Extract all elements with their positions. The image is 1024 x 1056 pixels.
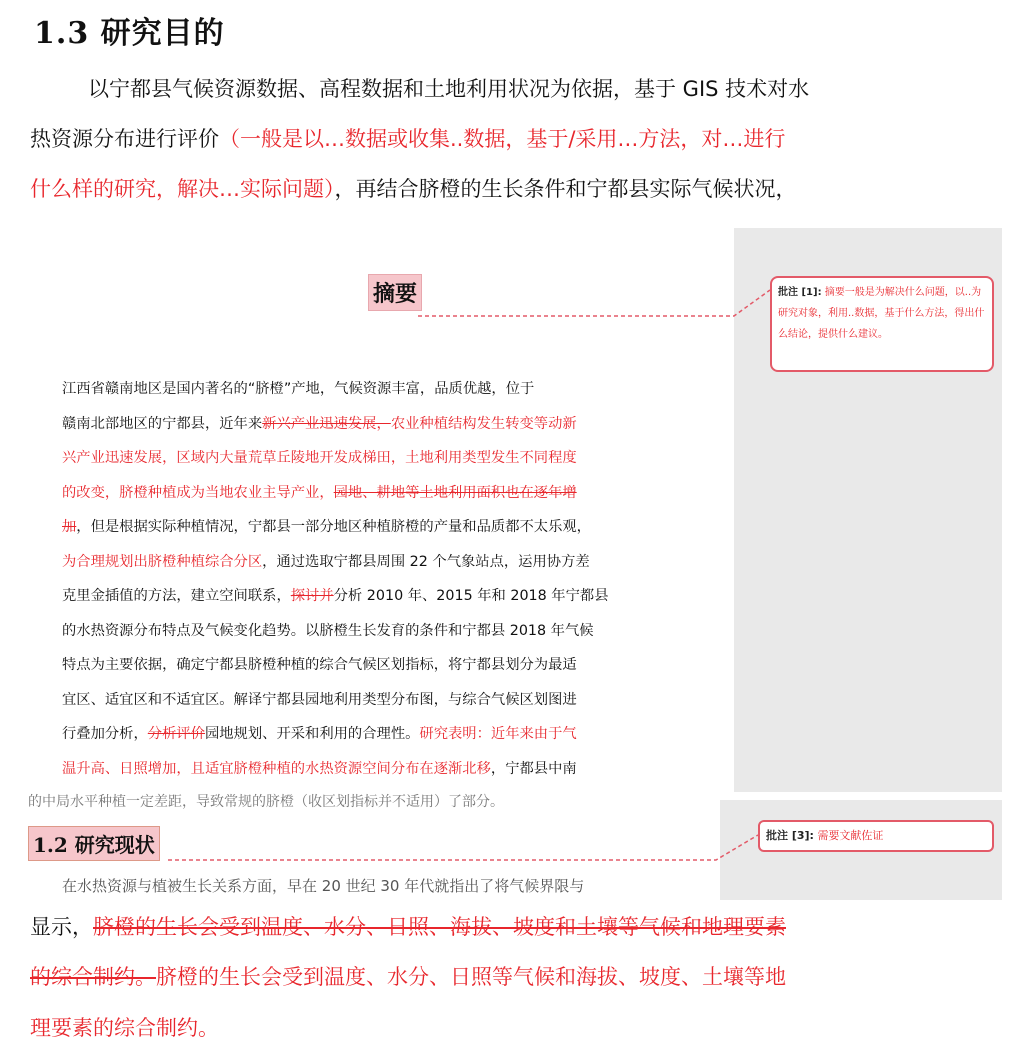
deleted-text: 探讨并 — [290, 588, 334, 604]
deleted-text: 加 — [62, 519, 77, 535]
comment-text: 摘要一般是为解决什么问题，以..为研究对象，利用..数据，基于什么方法，得出什么结论，提供什么建议。 — [778, 287, 985, 340]
inserted-text: 兴产业迅速发展，区域内大量荒草丘陵地开发成梯田，土地利用类型发生不同程度 — [62, 450, 577, 466]
body-text: 特点为主要依据，确定宁都县脐橙种植的综合气候区划指标，将宁都县划分为最适 — [62, 657, 577, 673]
inserted-text: 研究表明：近年来由于气 — [419, 726, 577, 742]
inserted-text: 脐橙的生长会受到温度、水分、日照等气候和海拔、坡度、土壤等地 — [156, 965, 786, 989]
inserted-text: 温升高、日照增加，且适宜脐橙种植的水热资源空间分布在逐渐北移 — [62, 760, 491, 777]
inserted-text: 农业种植结构发生转变等动新 — [390, 415, 577, 432]
cut-text-line: 在水热资源与植被生长关系方面，早在 20 世纪 30 年代就指出了将气候界限与 — [62, 877, 585, 895]
cut-text-line: 的中局水平种植一定差距，导致常规的脐橙（收区划指标并不适用）了部分。 — [28, 794, 504, 810]
body-text: ，通过选取宁都县周围 22 个气象站点，运用协方差 — [262, 553, 590, 570]
body-text: ，再结合脐橙的生长条件和宁都县实际气候状况， — [334, 177, 797, 201]
deleted-text: 分析评价 — [147, 726, 205, 742]
body-text: 赣南北部地区的宁都县，近年来 — [62, 415, 263, 432]
paragraph-line: 以宁都县气候资源数据、高程数据和土地利用状况为依据，基于 GIS 技术对水 — [88, 77, 810, 101]
section-heading: 1.2 研究现状 — [28, 826, 160, 861]
abstract-heading: 摘要 — [368, 274, 422, 311]
body-text: 宜区、适宜区和不适宜区。解译宁都县园地利用类型分布图，与综合气候区划图进 — [62, 691, 577, 708]
deleted-text: 新兴产业迅速发展， — [262, 415, 391, 432]
annotation-text: （一般是以…数据或收集..数据，基于/采用…方法，对…进行 — [219, 127, 786, 151]
comment-connector-line — [418, 290, 770, 316]
deleted-text: 的综合制约。 — [30, 965, 156, 989]
body-text: 行叠加分析， — [62, 726, 148, 742]
inserted-text: 理要素的综合制约。 — [30, 1016, 219, 1040]
body-text: 的水热资源分布特点及气候变化趋势。以脐橙生长发育的条件和宁都县 2018 年气候 — [62, 622, 594, 639]
deleted-text: 脐橙的生长会受到温度、水分、日照、海拔、坡度和土壤等气候和地理要素 — [93, 915, 786, 939]
deleted-text: 园地、耕地等土地利用面积也在逐年增 — [333, 484, 577, 501]
comment-text: 需要文献佐证 — [817, 829, 884, 842]
comment-label: 批注 [1]: — [778, 287, 822, 298]
body-text: 江西省赣南地区是国内著名的“脐橙”产地，气候资源丰富，品质优越，位于 — [62, 381, 535, 397]
section-title: 1.3 研究目的 — [34, 16, 225, 51]
inserted-text: 为合理规划出脐橙种植综合分区 — [62, 553, 263, 570]
body-text: 显示， — [30, 915, 93, 939]
annotation-text: 什么样的研究，解决…实际问题） — [30, 177, 335, 201]
comment-connector-line — [168, 835, 758, 860]
body-text: ，宁都县中南 — [490, 760, 577, 777]
body-text: ，但是根据实际种植情况，宁都县一部分地区种植脐橙的产量和品质都不太乐观， — [76, 519, 591, 535]
body-text: 热资源分布进行评价 — [30, 127, 219, 151]
body-text: 分析 2010 年、2015 年和 2018 年宁都县 — [333, 588, 609, 604]
body-text: 园地规划、开采和利用的合理性。 — [204, 726, 420, 742]
inserted-text: 的改变，脐橙种植成为当地农业主导产业， — [62, 484, 334, 501]
body-text: 克里金插值的方法，建立空间联系， — [62, 588, 291, 604]
comment-label: 批注 [3]: — [766, 829, 814, 842]
